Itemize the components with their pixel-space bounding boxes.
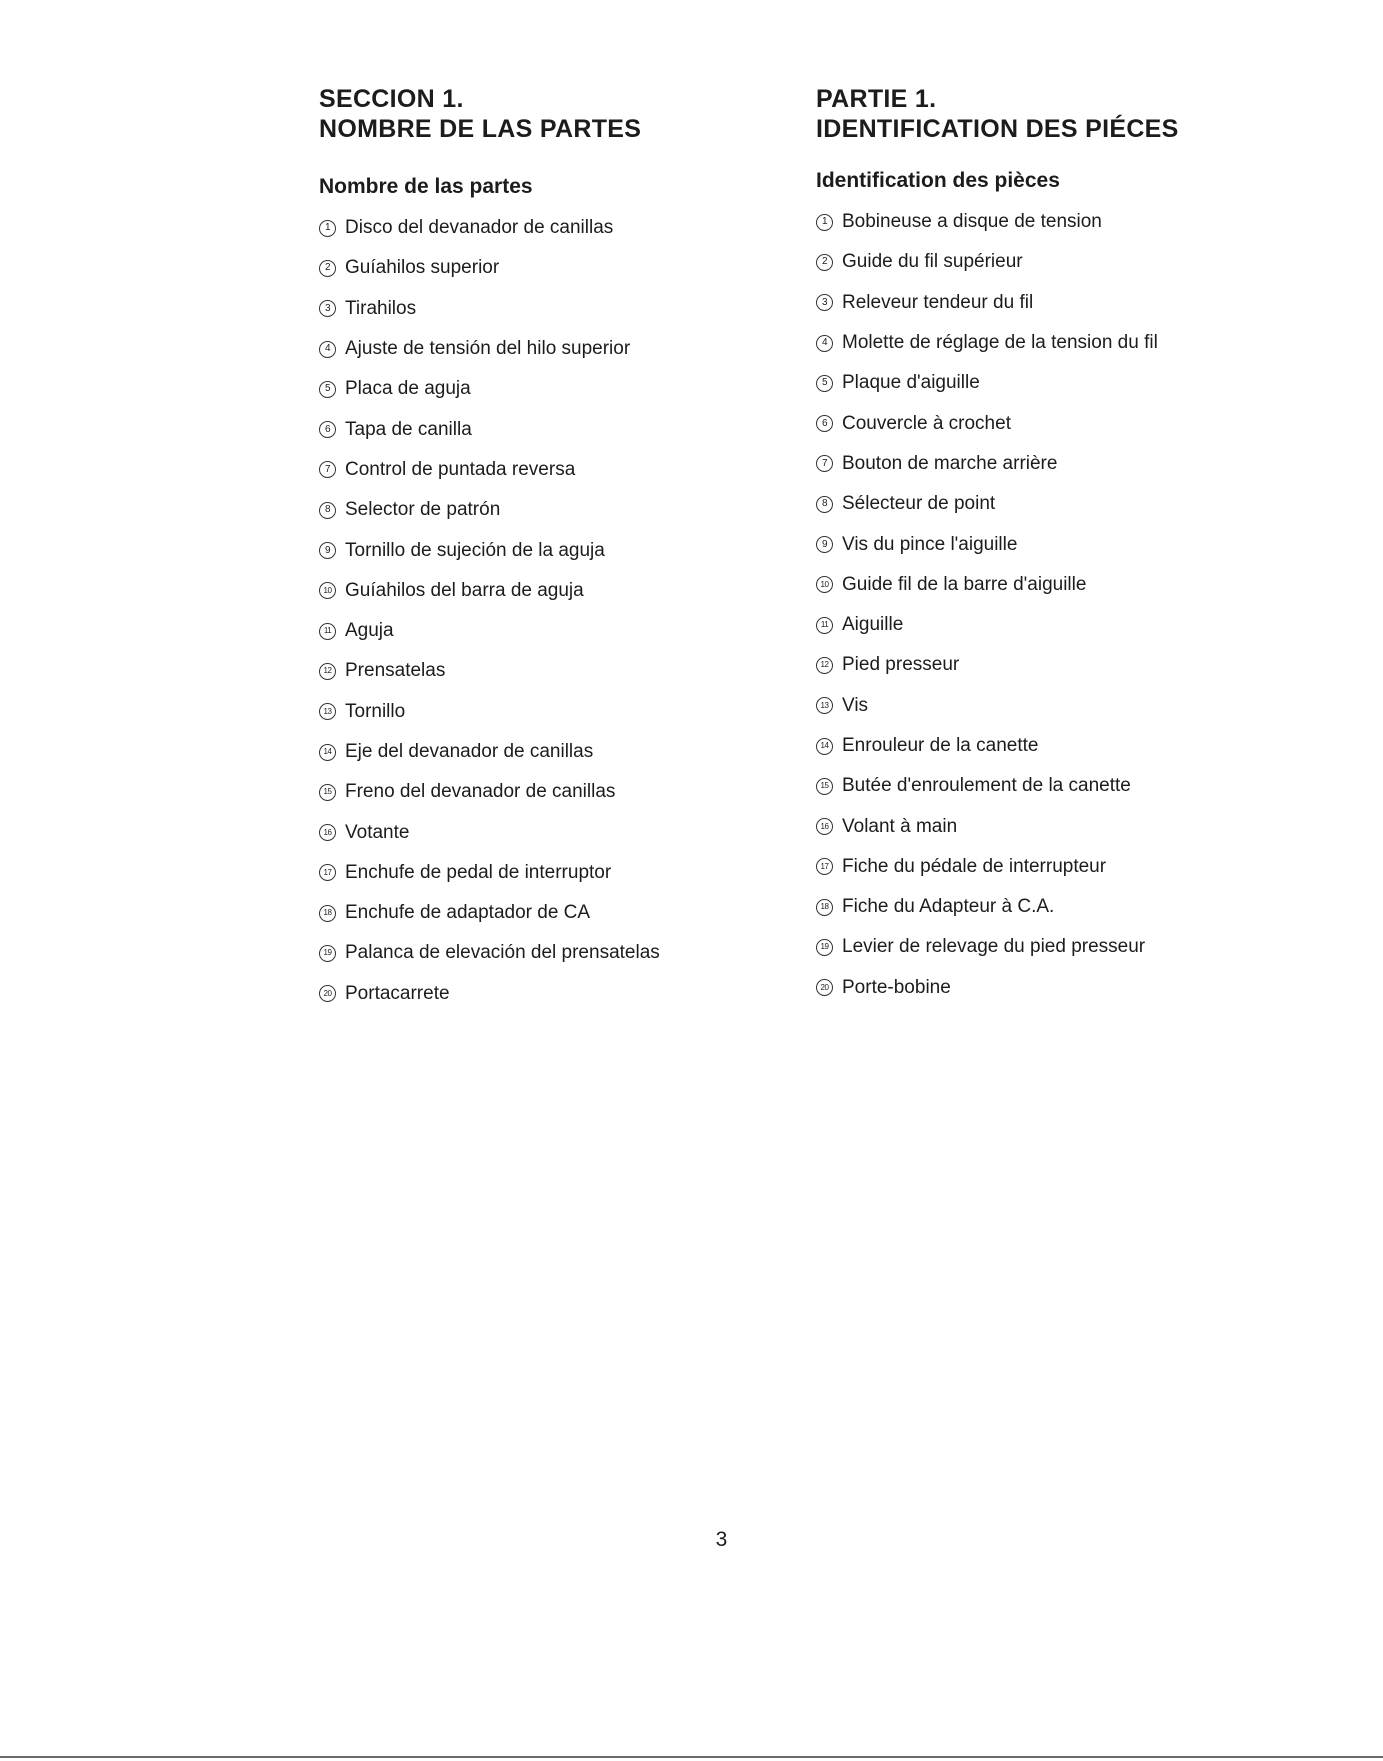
circled-number-icon: 15 bbox=[816, 778, 833, 795]
part-label: Pied presseur bbox=[842, 654, 960, 676]
part-label: Control de puntada reversa bbox=[345, 458, 576, 480]
part-label: Enchufe de adaptador de CA bbox=[345, 902, 591, 924]
part-label: Guíahilos superior bbox=[345, 257, 500, 279]
circled-number-icon: 14 bbox=[816, 738, 833, 755]
circled-number-icon: 7 bbox=[319, 461, 336, 478]
circled-number-icon: 2 bbox=[816, 254, 833, 271]
list-item bbox=[816, 887, 1316, 927]
part-label: Guide du fil supérieur bbox=[842, 251, 1023, 273]
circled-number-icon: 19 bbox=[816, 939, 833, 956]
circled-number-icon: 3 bbox=[816, 294, 833, 311]
circled-number-icon: 20 bbox=[319, 985, 336, 1002]
part-label: Couvercle à crochet bbox=[842, 412, 1011, 434]
circled-number-icon: 8 bbox=[319, 502, 336, 519]
part-label: Volant à main bbox=[842, 815, 958, 837]
list-item bbox=[816, 847, 1316, 887]
part-label: Selector de patrón bbox=[345, 499, 501, 521]
circled-number-icon: 1 bbox=[319, 220, 336, 237]
circled-number-icon: 5 bbox=[319, 381, 336, 398]
french-parts-list bbox=[816, 202, 1316, 1008]
list-item bbox=[319, 289, 759, 329]
part-label: Guíahilos del barra de aguja bbox=[345, 579, 584, 601]
part-label: Guide fil de la barre d'aiguille bbox=[842, 573, 1087, 595]
circled-number-icon: 11 bbox=[319, 623, 336, 640]
list-item bbox=[319, 853, 759, 893]
list-item bbox=[816, 403, 1316, 443]
list-item bbox=[319, 933, 759, 973]
spanish-column bbox=[319, 84, 759, 1014]
circled-number-icon: 16 bbox=[816, 818, 833, 835]
circled-number-icon: 6 bbox=[816, 415, 833, 432]
list-item bbox=[816, 484, 1316, 524]
part-label: Ajuste de tensión del hilo superior bbox=[345, 338, 631, 360]
list-item bbox=[816, 363, 1316, 403]
part-label: Eje del devanador de canillas bbox=[345, 741, 594, 762]
circled-number-icon: 20 bbox=[816, 979, 833, 996]
spanish-section-title-line1: SECCION 1. bbox=[319, 85, 464, 113]
list-item bbox=[816, 565, 1316, 605]
spanish-section-title-line2: NOMBRE DE LAS PARTES bbox=[319, 115, 642, 143]
list-item bbox=[816, 726, 1316, 766]
list-item bbox=[319, 611, 759, 651]
part-label: Prensatelas bbox=[345, 660, 446, 682]
list-item bbox=[816, 766, 1316, 806]
circled-number-icon: 18 bbox=[816, 899, 833, 916]
circled-number-icon: 16 bbox=[319, 824, 336, 841]
list-item bbox=[816, 524, 1316, 564]
part-label: Placa de aguja bbox=[345, 378, 471, 400]
circled-number-icon: 17 bbox=[319, 864, 336, 881]
part-label: Disco del devanador de canillas bbox=[345, 217, 614, 239]
circled-number-icon: 10 bbox=[319, 582, 336, 599]
part-label: Vis bbox=[842, 694, 869, 716]
circled-number-icon: 19 bbox=[319, 945, 336, 962]
list-item bbox=[319, 409, 759, 449]
circled-number-icon: 6 bbox=[319, 421, 336, 438]
circled-number-icon: 13 bbox=[816, 697, 833, 714]
list-item bbox=[319, 732, 759, 772]
part-label: Tirahilos bbox=[345, 297, 417, 319]
circled-number-icon: 5 bbox=[816, 375, 833, 392]
list-item bbox=[319, 450, 759, 490]
circled-number-icon: 10 bbox=[816, 576, 833, 593]
part-label: Enchufe de pedal de interruptor bbox=[345, 861, 612, 883]
french-column bbox=[816, 84, 1316, 1008]
circled-number-icon: 18 bbox=[319, 905, 336, 922]
list-item bbox=[816, 444, 1316, 484]
list-item bbox=[319, 812, 759, 852]
circled-number-icon: 17 bbox=[816, 858, 833, 875]
part-label: Releveur tendeur du fil bbox=[842, 291, 1034, 313]
french-section-title-line2: IDENTIFICATION DES PIÉCES bbox=[816, 115, 1179, 143]
circled-number-icon: 15 bbox=[319, 784, 336, 801]
circled-number-icon: 4 bbox=[319, 341, 336, 358]
list-item bbox=[816, 806, 1316, 846]
part-label: Aguja bbox=[345, 620, 394, 642]
circled-number-icon: 7 bbox=[816, 455, 833, 472]
list-item bbox=[319, 772, 759, 812]
list-item bbox=[319, 651, 759, 691]
list-item bbox=[816, 686, 1316, 726]
part-label: Porte-bobine bbox=[842, 976, 951, 998]
part-label: Sélecteur de point bbox=[842, 493, 996, 515]
page-number: 3 bbox=[715, 1528, 728, 1551]
french-section-title-line1: PARTIE 1. bbox=[816, 85, 937, 113]
part-label: Aiguille bbox=[842, 614, 904, 636]
circled-number-icon: 9 bbox=[319, 542, 336, 559]
list-item bbox=[319, 208, 759, 248]
part-label: Tornillo de sujeción de la aguja bbox=[345, 539, 605, 561]
french-section-title bbox=[816, 84, 1316, 144]
list-item bbox=[319, 692, 759, 732]
list-item bbox=[816, 645, 1316, 685]
list-item bbox=[319, 490, 759, 530]
list-item bbox=[816, 323, 1316, 363]
spanish-section-title bbox=[319, 84, 759, 144]
circled-number-icon: 2 bbox=[319, 260, 336, 277]
list-item bbox=[816, 283, 1316, 323]
part-label: Palanca de elevación del prensatelas bbox=[345, 942, 660, 964]
part-label: Fiche du pédale de interrupteur bbox=[842, 855, 1107, 877]
circled-number-icon: 11 bbox=[816, 617, 833, 634]
part-label: Molette de réglage de la tension du fil bbox=[842, 332, 1158, 354]
french-subheading: Identification des pièces bbox=[816, 169, 1060, 192]
circled-number-icon: 14 bbox=[319, 744, 336, 761]
list-item bbox=[319, 369, 759, 409]
part-label: Bouton de marche arrière bbox=[842, 452, 1058, 474]
list-item bbox=[319, 530, 759, 570]
list-item bbox=[816, 242, 1316, 282]
circled-number-icon: 8 bbox=[816, 496, 833, 513]
circled-number-icon: 12 bbox=[816, 657, 833, 674]
part-label: Butée d'enroulement de la canette bbox=[842, 775, 1131, 797]
list-item bbox=[319, 248, 759, 288]
part-label: Vis du pince l'aiguille bbox=[842, 533, 1018, 555]
circled-number-icon: 9 bbox=[816, 536, 833, 553]
part-label: Portacarrete bbox=[345, 982, 450, 1004]
list-item bbox=[319, 329, 759, 369]
circled-number-icon: 1 bbox=[816, 214, 833, 231]
list-item bbox=[816, 968, 1316, 1008]
circled-number-icon: 3 bbox=[319, 300, 336, 317]
part-label: Freno del devanador de canillas bbox=[345, 781, 616, 803]
part-label: Levier de relevage du pied presseur bbox=[842, 936, 1146, 958]
part-label: Tapa de canilla bbox=[345, 418, 472, 440]
list-item bbox=[319, 893, 759, 933]
list-item bbox=[319, 571, 759, 611]
part-label: Plaque d'aiguille bbox=[842, 372, 980, 394]
part-label: Fiche du Adapteur à C.A. bbox=[842, 896, 1055, 918]
circled-number-icon: 13 bbox=[319, 703, 336, 720]
part-label: Votante bbox=[345, 821, 410, 843]
spanish-subheading: Nombre de las partes bbox=[319, 175, 533, 198]
part-label: Enrouleur de la canette bbox=[842, 735, 1039, 756]
list-item bbox=[816, 202, 1316, 242]
bottom-divider bbox=[0, 1756, 1383, 1758]
part-label: Tornillo bbox=[345, 700, 406, 722]
part-label: Bobineuse a disque de tension bbox=[842, 211, 1102, 233]
list-item bbox=[816, 927, 1316, 967]
spanish-parts-list bbox=[319, 208, 759, 1014]
circled-number-icon: 12 bbox=[319, 663, 336, 680]
list-item bbox=[816, 605, 1316, 645]
list-item bbox=[319, 974, 759, 1014]
circled-number-icon: 4 bbox=[816, 335, 833, 352]
